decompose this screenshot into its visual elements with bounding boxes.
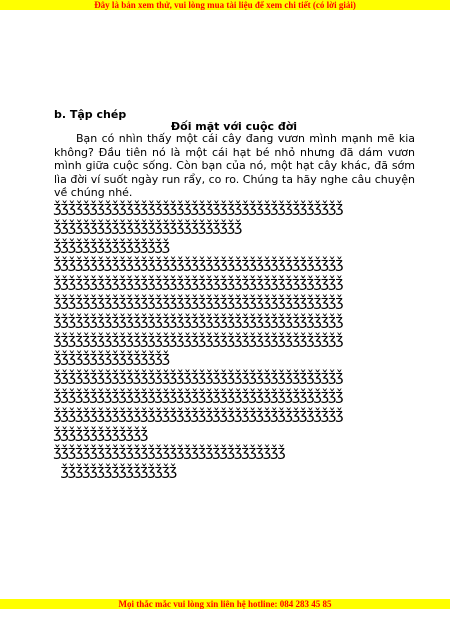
bottom-banner — [0, 599, 450, 609]
practice-line: ǯǯǯǯǯǯǯǯǯǯǯǯǯǯǯǯǯǯǯǯǯǯǯǯǯǯǯǯǯǯǯǯǯǯǯǯǯǯǯǯ — [53, 312, 343, 329]
practice-line: ǯǯǯǯǯǯǯǯǯǯǯǯǯǯǯǯǯǯǯǯǯǯǯǯǯǯǯǯǯǯǯǯǯǯǯǯǯǯǯǯ — [53, 387, 343, 404]
practice-line: ǯǯǯǯǯǯǯǯǯǯǯǯǯǯǯǯǯǯǯǯǯǯǯǯǯǯǯǯǯǯǯǯǯǯǯǯǯǯǯǯ — [53, 293, 343, 310]
practice-line: ǯǯǯǯǯǯǯǯǯǯǯǯǯǯǯǯǯǯǯǯǯǯǯǯǯǯǯǯǯǯǯǯǯǯǯǯǯǯǯǯ — [53, 331, 343, 348]
practice-line: ǯǯǯǯǯǯǯǯǯǯǯǯǯǯǯǯǯǯǯǯǯǯǯǯǯǯǯǯǯǯǯǯ — [53, 444, 285, 461]
practice-line: ǯǯǯǯǯǯǯǯǯǯǯǯǯǯǯǯǯǯǯǯǯǯǯǯǯǯǯǯǯǯǯǯǯǯǯǯǯǯǯǯ — [53, 406, 343, 423]
top-banner — [0, 0, 450, 10]
practice-line: ǯǯǯǯǯǯǯǯǯǯǯǯǯǯǯǯ — [53, 350, 169, 367]
practice-line: ǯǯǯǯǯǯǯǯǯǯǯǯǯǯǯǯǯǯǯǯǯǯǯǯǯǯǯǯǯǯǯǯǯǯǯǯǯǯǯǯ — [53, 275, 343, 292]
bottom-banner-text: Mọi thắc mắc vui lòng xin liên hệ hotline: 084 283 45 85 — [118, 599, 332, 609]
top-banner-text: Đây là bản xem thử, vui lòng mua tài liệu để xem chi tiết (có lời giải) — [94, 0, 356, 10]
practice-line: ǯǯǯǯǯǯǯǯǯǯǯǯǯǯǯǯ — [53, 237, 169, 254]
practice-line: ǯǯǯǯǯǯǯǯǯǯǯǯǯǯǯǯǯǯǯǯǯǯǯǯǯǯǯǯǯǯǯǯǯǯǯǯǯǯǯǯ — [53, 256, 343, 273]
practice-line: ǯǯǯǯǯǯǯǯǯǯǯǯǯǯǯǯǯǯǯǯǯǯǯǯǯǯǯǯǯǯǯǯǯǯǯǯǯǯǯǯ — [53, 369, 343, 386]
practice-lines — [53, 199, 418, 481]
practice-line: ǯǯǯǯǯǯǯǯǯǯǯǯǯǯǯǯǯǯǯǯǯǯǯǯǯǯ — [53, 218, 241, 235]
practice-line: ǯǯǯǯǯǯǯǯǯǯǯǯǯǯǯǯ — [53, 463, 176, 480]
practice-line: ǯǯǯǯǯǯǯǯǯǯǯǯǯ — [53, 425, 147, 442]
section-heading: b. Tập chép — [54, 108, 127, 121]
passage-text: Bạn có nhìn thấy một cái cây đang vươn mình mạnh mẽ kia không? Đầu tiên nó là một cái hạt bé nhỏ nhưng đã dám vươn mình giữa cuộc sống. Còn bạn của nó, một hạt cây khác, đã sớm lìa đời ví suốt ngày run rẩy, co ro. Chúng ta hãy nghe câu chuyện về chúng nhé. — [54, 132, 415, 199]
practice-line: ǯǯǯǯǯǯǯǯǯǯǯǯǯǯǯǯǯǯǯǯǯǯǯǯǯǯǯǯǯǯǯǯǯǯǯǯǯǯǯǯ — [53, 200, 343, 216]
passage-title: Đối mặt với cuộc đời — [170, 120, 298, 133]
